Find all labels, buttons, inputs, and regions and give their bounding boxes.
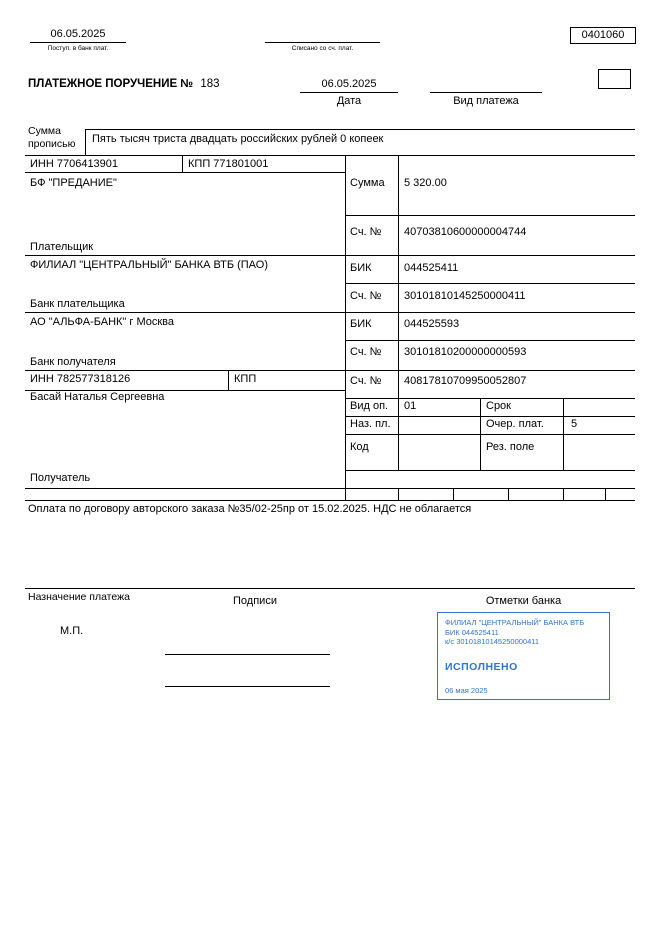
- payment-date: 06.05.2025: [300, 77, 398, 93]
- amount-in-words-label: Сумма прописью: [28, 125, 76, 150]
- purpose-code-label: Наз. пл.: [350, 418, 391, 430]
- received-by-bank-label: Поступ. в банк плат.: [47, 45, 109, 52]
- operation-kind-label: Вид оп.: [350, 400, 389, 412]
- date-label: Дата: [336, 95, 362, 107]
- bank-stamp: [437, 612, 610, 700]
- bank-stamp-date: 06 мая 2025: [445, 685, 488, 695]
- payer-account-value: 40703810600000004744: [404, 226, 527, 238]
- grid-line: [25, 500, 635, 501]
- grid-line: [25, 370, 635, 371]
- payee-kpp-label: КПП: [234, 373, 257, 385]
- grid-line: [85, 129, 86, 155]
- grid-line: [25, 172, 345, 173]
- bank-stamp-corr-account: к/с 30101810145250000411: [445, 637, 540, 646]
- payer-bank-corr-label: Сч. №: [350, 290, 382, 302]
- payee-bank-bik-label: БИК: [350, 318, 372, 330]
- payment-purpose-label: Назначение платежа: [28, 591, 130, 603]
- code-label: Код: [350, 441, 369, 453]
- document-title-row: [28, 77, 220, 91]
- payer-bank-section-label: Банк плательщика: [30, 298, 125, 310]
- payee-section-label: Получатель: [30, 472, 91, 484]
- payer-bank-corr-value: 30101810145250000411: [404, 290, 526, 302]
- grid-line: [25, 255, 635, 256]
- grid-line: [453, 488, 454, 500]
- document-title: ПЛАТЕЖНОЕ ПОРУЧЕНИЕ №: [28, 78, 194, 90]
- grid-line: [182, 155, 183, 172]
- payer-bank-bik-label: БИК: [350, 262, 372, 274]
- grid-line: [508, 488, 509, 500]
- payee-bank-corr-label: Сч. №: [350, 346, 382, 358]
- payer-kpp: КПП 771801001: [188, 158, 269, 170]
- payee-bank-section-label: Банк получателя: [30, 356, 116, 368]
- priority-label: Очер. плат.: [486, 418, 544, 430]
- payer-section-label: Плательщик: [30, 241, 94, 253]
- operation-kind-value: 01: [404, 400, 417, 412]
- grid-line: [563, 398, 564, 470]
- term-label: Срок: [486, 400, 511, 412]
- payer-bank-bik-value: 044525411: [404, 262, 459, 274]
- debited-from-account-label: Списано со сч. плат.: [291, 45, 354, 52]
- status-box: [598, 69, 631, 89]
- mp-label: М.П.: [60, 625, 84, 637]
- payee-bank-corr-value: 30101810200000000593: [404, 346, 527, 358]
- signature-line-1: [165, 654, 330, 655]
- payee-bank-bik-value: 044525593: [404, 318, 460, 330]
- grid-line: [345, 398, 635, 399]
- grid-line: [25, 312, 635, 313]
- grid-line: [605, 488, 606, 500]
- grid-line: [25, 155, 635, 156]
- payer-inn: ИНН 7706413901: [30, 158, 119, 170]
- bank-stamp-status: ИСПОЛНЕНО: [445, 660, 518, 673]
- document-number: 183: [200, 78, 220, 90]
- reserve-field-label: Рез. поле: [486, 441, 535, 453]
- received-by-bank-date: 06.05.2025: [50, 28, 106, 40]
- grid-line: [398, 488, 399, 500]
- grid-line: [345, 155, 346, 500]
- grid-line: [25, 488, 635, 489]
- payee-account-value: 40817810709950052807: [404, 375, 527, 387]
- signature-line-2: [165, 686, 330, 687]
- payer-account-label: Сч. №: [350, 226, 382, 238]
- payer-bank-name: ФИЛИАЛ "ЦЕНТРАЛЬНЫЙ" БАНКА ВТБ (ПАО): [30, 259, 268, 271]
- grid-line: [345, 283, 635, 284]
- amount-in-words-value: Пять тысяч триста двадцать российских рублей 0 копеек: [92, 133, 384, 145]
- signatures-label: Подписи: [233, 595, 277, 607]
- bank-marks-label: Отметки банка: [485, 595, 562, 607]
- payee-account-label: Сч. №: [350, 375, 382, 387]
- form-code-okud: 0401060: [570, 27, 636, 44]
- grid-line: [480, 398, 481, 470]
- bank-stamp-bank-name: ФИЛИАЛ "ЦЕНТРАЛЬНЫЙ" БАНКА ВТБ: [445, 618, 585, 627]
- grid-line: [345, 340, 635, 341]
- payer-name: БФ "ПРЕДАНИЕ": [30, 177, 117, 189]
- priority-value: 5: [571, 418, 578, 430]
- grid-line: [345, 215, 635, 216]
- received-by-bank-field: [30, 27, 126, 43]
- bank-stamp-bik: БИК 044525411: [445, 627, 499, 637]
- grid-line: [25, 588, 635, 589]
- grid-line: [398, 155, 399, 470]
- payee-bank-name: АО "АЛЬФА-БАНК" г Москва: [30, 316, 174, 328]
- payee-inn: ИНН 782577318126: [30, 373, 131, 385]
- payment-kind-label: Вид платежа: [453, 95, 519, 107]
- debited-from-account-line: [265, 27, 380, 43]
- payment-purpose-text: Оплата по договору авторского заказа №35/02-25пр от 15.02.2025. НДС не облагается: [28, 503, 472, 515]
- grid-line: [228, 370, 229, 390]
- grid-line: [563, 488, 564, 500]
- grid-line: [345, 416, 635, 417]
- payee-name: Басай Наталья Сергеевна: [30, 391, 165, 403]
- grid-line: [345, 434, 635, 435]
- amount-value: 5 320.00: [404, 177, 447, 189]
- amount-label: Сумма: [350, 177, 385, 189]
- grid-line: [345, 470, 635, 471]
- payment-kind-line: [430, 77, 542, 93]
- grid-line: [85, 129, 635, 130]
